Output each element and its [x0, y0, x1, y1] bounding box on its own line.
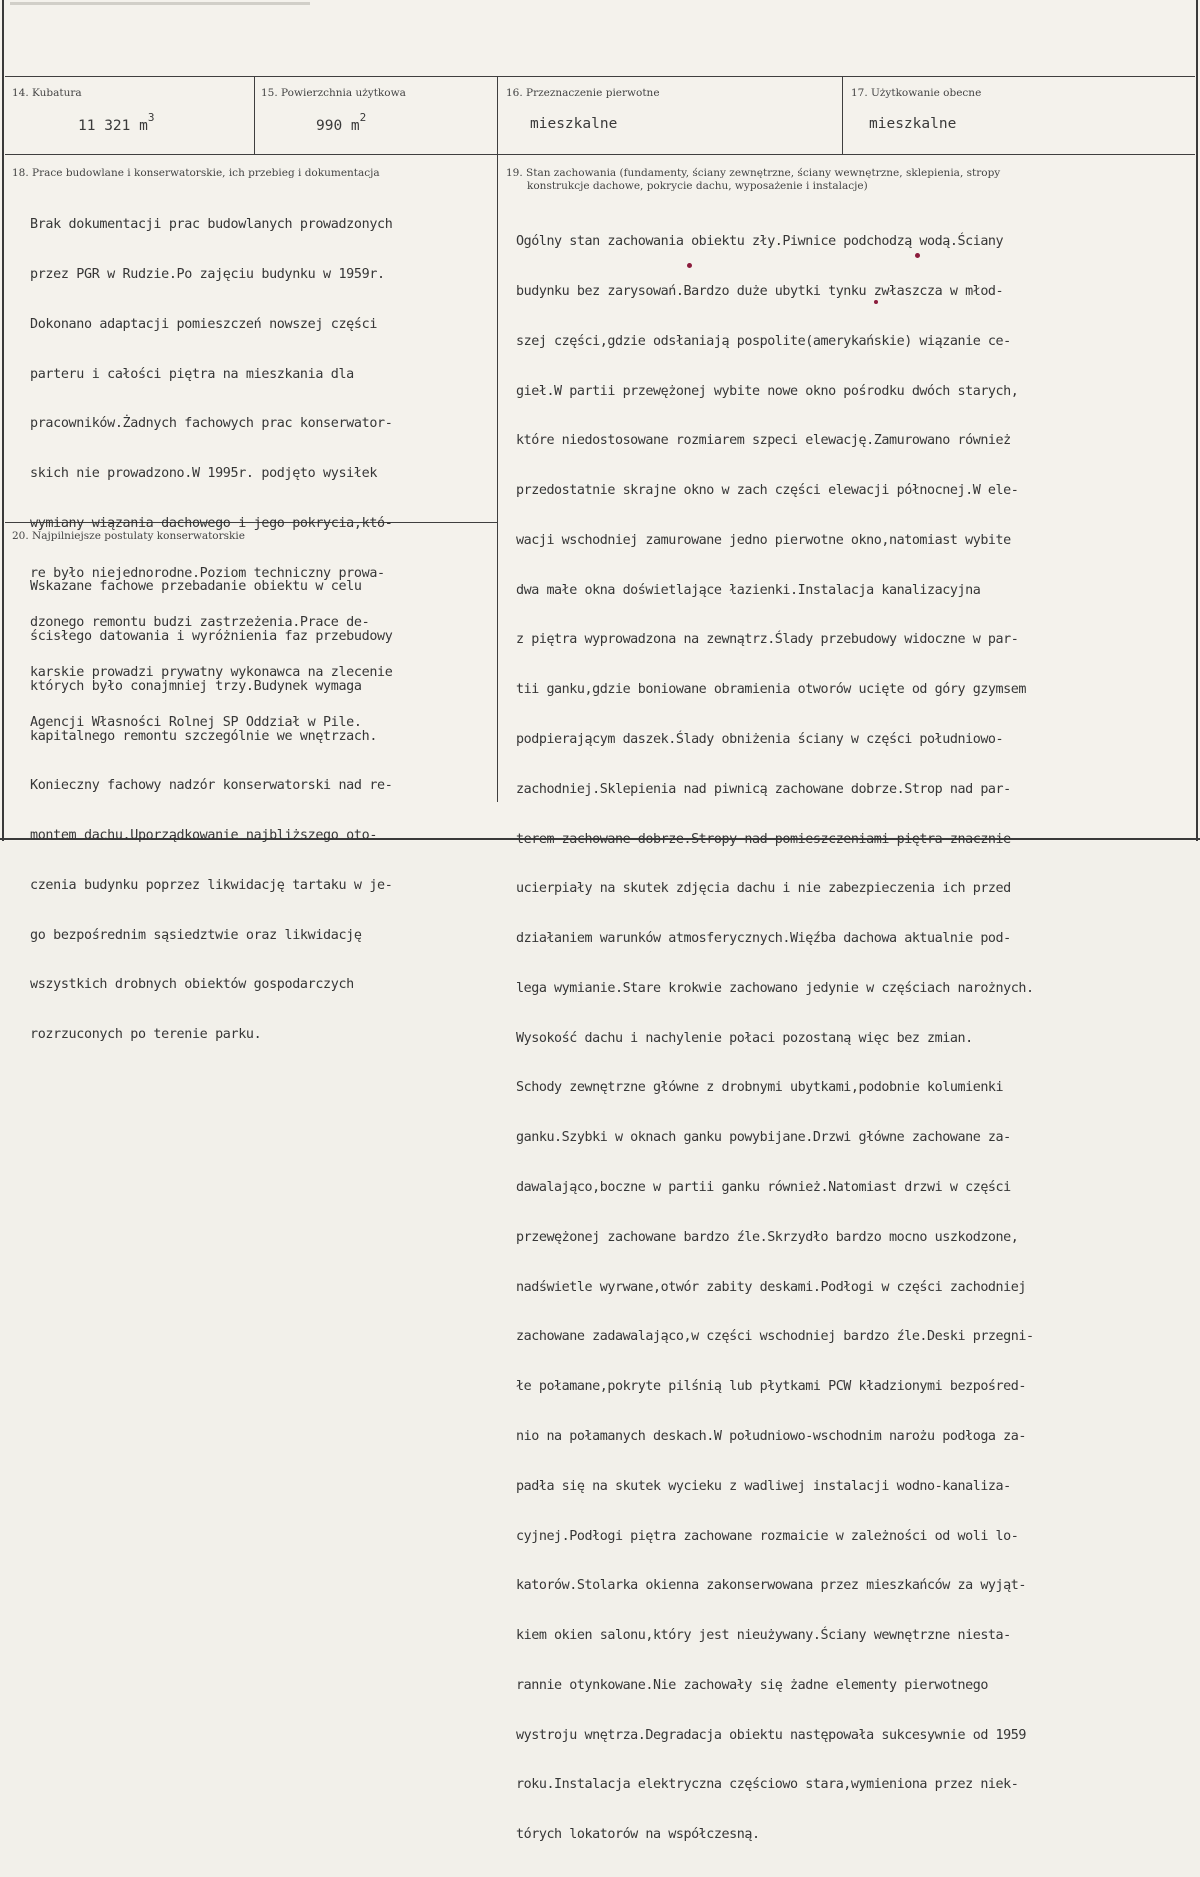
powierzchnia-value [316, 111, 367, 134]
divider-14-15 [254, 76, 255, 154]
stan-zachowania-label-line2: konstrukcje dachowe, pokrycie dachu, wyposażenie i instalacje) [527, 180, 868, 192]
text-line: gieł.W partii przewężonej wybite nowe okno pośrodku dwóch starych, [516, 383, 1019, 399]
text-line: szej części,gdzie odsłaniają pospolite(amerykańskie) wiązanie ce- [516, 333, 1011, 349]
text-line: łe połamane,pokryte pilśnią lub płytkami PCW kładzionymi bezpośred- [516, 1379, 1026, 1395]
text-line: budynku bez zarysowań.Bardzo duże ubytki tynku zwłaszcza w młod- [516, 283, 1004, 299]
text-line: które niedostosowane rozmiarem szpeci elewację.Zamurowano również [516, 433, 1011, 449]
kubatura-label: 14. Kubatura [12, 87, 82, 99]
top-edge-remnant [10, 2, 310, 5]
text-line: tórych lokatorów na współczesną. [516, 1827, 760, 1843]
text-line: nio na połamanych deskach.W południowo-wschodnim narożu podłoga za- [516, 1428, 1026, 1444]
text-line: kapitalnego remontu szczególnie we wnętrzach. [30, 728, 378, 744]
rule-below-fields [5, 154, 1195, 155]
text-line: re było niejednorodne.Poziom techniczny prowa- [30, 565, 385, 581]
text-line: Schody zewnętrzne główne z drobnymi ubytkami,podobnie kolumienki [516, 1080, 1004, 1096]
text-line: pracowników.Żadnych fachowych prac konserwator- [30, 416, 393, 432]
text-line: tii ganku,gdzie boniowane obramienia otworów ucięte od góry gzymsem [516, 682, 1026, 698]
ink-mark [915, 253, 920, 258]
kubatura-number: 11 321 m [78, 117, 148, 134]
text-line: terem zachowane dobrze.Stropy nad pomieszczeniami piętra znacznie [516, 831, 1011, 847]
kubatura-value [78, 111, 155, 134]
text-line: wacji wschodniej zamurowane jedno pierwotne okno,natomiast wybite [516, 532, 1011, 548]
stan-zachowania-label-line1: 19. Stan zachowania (fundamenty, ściany zewnętrzne, ściany wewnętrzne, sklepienia, stropy [506, 167, 1001, 179]
stan-zachowania-text [516, 201, 1034, 1877]
text-line: rannie otynkowane.Nie zachowały się żadne elementy pierwotnego [516, 1677, 988, 1693]
divider-16-17 [842, 76, 843, 154]
text-line: Wskazane fachowe przebadanie obiektu w celu [30, 579, 362, 595]
text-line: Wysokość dachu i nachylenie połaci pozostaną więc bez zmian. [516, 1030, 973, 1046]
text-line: ganku.Szybki w oknach ganku powybijane.Drzwi główne zachowane za- [516, 1130, 1011, 1146]
text-line: cyjnej.Podłogi piętra zachowane rozmaicie w zależności od woli lo- [516, 1528, 1019, 1544]
text-line: kiem okien salonu,który jest nieużywany.Ściany wewnętrzne niesta- [516, 1628, 1011, 1644]
text-line: wszystkich drobnych obiektów gospodarczych [30, 977, 354, 993]
przeznaczenie-value: mieszkalne [530, 116, 618, 132]
text-line: roku.Instalacja elektryczna częściowo stara,wymieniona przez niek- [516, 1777, 1019, 1793]
text-line: ścisłego datowania i wyróżnienia faz przebudowy [30, 628, 393, 644]
text-line: zachodniej.Sklepienia nad piwnicą zachowane dobrze.Strop nad par- [516, 781, 1011, 797]
prace-budowlane-label: 18. Prace budowlane i konserwatorskie, ich przebieg i dokumentacja [12, 167, 380, 179]
ink-mark [874, 300, 878, 304]
text-line: których było conajmniej trzy.Budynek wymaga [30, 678, 362, 694]
text-line: Brak dokumentacji prac budowlanych prowadzonych [30, 217, 393, 233]
text-line: lega wymianie.Stare krokwie zachowano jedynie w częściach narożnych. [516, 980, 1034, 996]
text-line: Dokonano adaptacji pomieszczeń nowszej części [30, 316, 378, 332]
text-line: przedostatnie skrajne okno w zach części elewacji północnej.W ele- [516, 483, 1019, 499]
text-line: wymiany wiązania dachowego i jego pokrycia,któ- [30, 515, 393, 531]
text-line: katorów.Stolarka okienna zakonserwowana przez mieszkańców za wyjąt- [516, 1578, 1026, 1594]
card-left-edge [2, 0, 4, 841]
powierzchnia-label: 15. Powierzchnia użytkowa [261, 87, 406, 99]
text-line: podpierającym daszek.Ślady obniżenia ściany w części południowo- [516, 732, 1004, 747]
powierzchnia-number: 990 m [316, 117, 360, 134]
text-line: przez PGR w Rudzie.Po zajęciu budynku w 1959r. [30, 266, 385, 282]
ink-mark [687, 263, 692, 268]
text-line: parteru i całości piętra na mieszkania dla [30, 366, 354, 382]
text-line: wystroju wnętrza.Degradacja obiektu następowała sukcesywnie od 1959 [516, 1727, 1026, 1743]
text-line: dzonego remontu budzi zastrzeżenia.Prace de- [30, 615, 370, 631]
uzytkowanie-value: mieszkalne [869, 116, 957, 132]
text-line: ucierpiały na skutek zdjęcia dachu i nie zabezpieczenia ich przed [516, 881, 1011, 897]
postulaty-text [30, 546, 392, 1077]
divider-main [497, 76, 498, 802]
text-line: zachowane zadawalająco,w części wschodniej bardzo źle.Deski przegni- [516, 1329, 1034, 1345]
text-line: Konieczny fachowy nadzór konserwatorski nad re- [30, 778, 393, 794]
text-line: karskie prowadzi prywatny wykonawca na zlecenie [30, 665, 393, 681]
postulaty-label: 20. Najpilniejsze postulaty konserwatorskie [12, 530, 245, 542]
text-line: dawalająco,boczne w partii ganku również.Natomiast drzwi w części [516, 1180, 1011, 1196]
text-line: go bezpośrednim sąsiedztwie oraz likwidację [30, 927, 362, 943]
text-line: Agencji Własności Rolnej SP Oddział w Pile. [30, 715, 362, 730]
card-right-edge [1196, 0, 1198, 841]
uzytkowanie-label: 17. Użytkowanie obecne [851, 87, 982, 99]
text-line: rozrzuconych po terenie parku. [30, 1027, 262, 1043]
text-line: montem dachu.Uporządkowanie najbliższego oto- [30, 828, 378, 844]
text-line: padła się na skutek wycieku z wadliwej instalacji wodno-kanaliza- [516, 1478, 1011, 1494]
text-line: Ogólny stan zachowania obiektu zły.Piwnice podchodzą wodą.Ściany [516, 234, 1004, 250]
text-line: czenia budynku poprzez likwidację tartaku w je- [30, 877, 393, 893]
text-line: działaniem warunków atmosferycznych.Więźba dachowa aktualnie pod- [516, 931, 1011, 947]
przeznaczenie-label: 16. Przeznaczenie pierwotne [506, 87, 660, 99]
rule-top [5, 76, 1195, 77]
text-line: dwa małe okna doświetlające łazienki.Instalacja kanalizacyjna [516, 582, 981, 598]
text-line: nadświetle wyrwane,otwór zabity deskami.Podłogi w części zachodniej [516, 1279, 1026, 1295]
powierzchnia-unit-exponent: 2 [359, 111, 367, 124]
kubatura-unit-exponent: 3 [147, 111, 155, 124]
text-line: przewężonej zachowane bardzo źle.Skrzydło bardzo mocno uszkodzone, [516, 1229, 1019, 1245]
text-line: skich nie prowadzono.W 1995r. podjęto wysiłek [30, 466, 378, 482]
text-line: z piętra wyprowadzona na zewnątrz.Ślady przebudowy widoczne w par- [516, 632, 1019, 648]
